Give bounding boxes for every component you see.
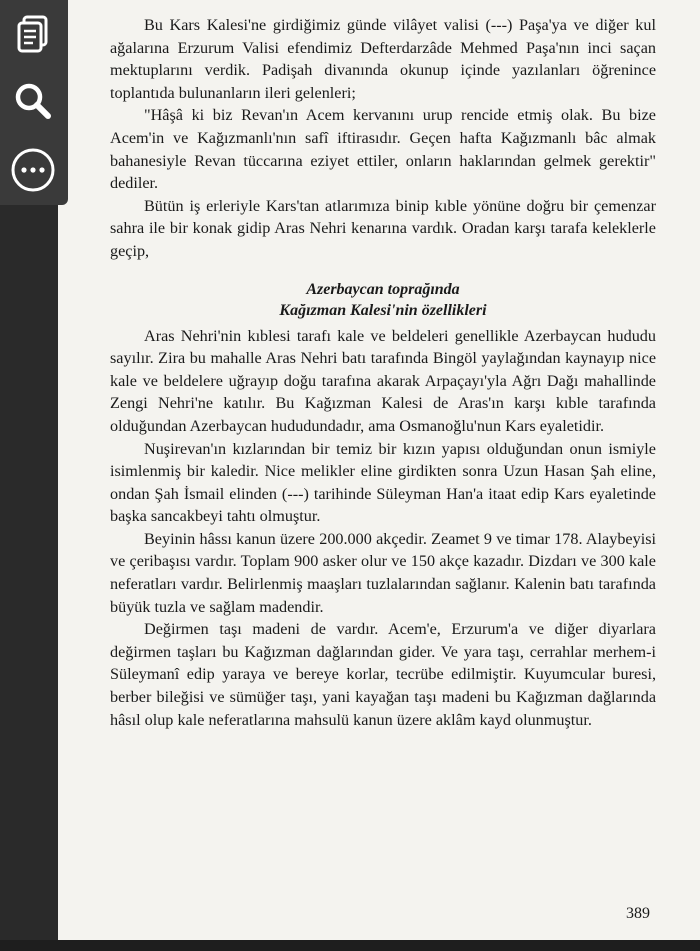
heading-line-2: Kağızman Kalesi'nin özellikleri	[279, 301, 487, 319]
section-heading	[110, 279, 656, 321]
search-icon[interactable]	[8, 76, 58, 126]
book-page	[58, 0, 700, 940]
bottom-bar	[0, 940, 700, 951]
paragraph-5: Nuşirevan'ın kızlarından bir temiz bir kızın yapısı olduğundan onun ismiyle isimlenmiş bir kaledir. Nice melikler eline girdikten sonra Uzun Hasan Şah eline, ondan Şah İsmail elinden (---) tarihinde Süleyman Han'a itaat edip Kars eyaletinde başka sancakbeyi tahtı olmuştur.	[110, 439, 656, 526]
more-icon[interactable]	[8, 145, 58, 195]
paragraph-1: Bu Kars Kalesi'ne girdiğimiz günde vilâyet valisi (---) Paşa'ya ve diğer kul ağalarına Erzurum Valisi efendimiz Defterdarzâde Mehmed Paşa'nın inci saçan mektuplarını verdik. Padişah divanında okunup içinde yazılanları öğrenince toplantıda bulunanların ileri gelenleri;	[110, 16, 656, 102]
paragraph-3: Bütün iş erleriyle Kars'tan atlarımıza binip kıble yönüne doğru bir çemenzar sahra ile bir konak gidip Aras Nehri kenarına vardık. Oradan karşı tarafa keleklerle geçip,	[110, 196, 656, 260]
page-text	[110, 14, 656, 731]
paragraph-4: Aras Nehri'nin kıblesi tarafı kale ve beldeleri genellikle Azerbaycan hududu sayılır. Zira bu mahalle Aras Nehri batı tarafında Bingöl yaylağından kaynayıp nice kale ve beldelere uğrayıp doğu tarafına akarak Arpaçayı'yla Ağrı Dağı mahallinde Zengi Nehri'ne katılır. Bu Kağızman Kalesi de Aras'ın karşı kıble tarafında olduğundan Azerbaycan hududundadır, ama Osmanoğlu'nun Kars eyaletidir.	[110, 326, 656, 435]
page-number: 389	[626, 905, 650, 922]
paragraph-2: "Hâşâ ki biz Revan'ın Acem kervanını urup rencide etmiş olak. Bu bize Acem'in ve Kağızmanlı'nın safî iftirasıdır. Geçen hafta Kağızmanlı bâc almak bahanesiyle Revan tüccarına eziyet ettiler, onların haklarından gelmek gerektir" dediler.	[110, 106, 656, 193]
paragraph-7: Değirmen taşı madeni de vardır. Acem'e, Erzurum'a ve diğer diyarlara değirmen taşları bu Kağızman dağlarından gider. Ve yara taşı, cerrahlar merhem-i Süleymanî edip yaraya ve bereye korlar, tecrübe edilmiştir. Kuyumcular buresi, berber bileğisi ve sümüğer taşı, yani kayağan taşı madeni bu Kağızman dağlarında hâsıl olup kale neferatlarına mahsulü kanun üzere aklâm kayd olunmuştur.	[110, 620, 656, 729]
heading-line-1: Azerbaycan toprağında	[306, 280, 460, 298]
reader-toolbar	[0, 0, 68, 205]
pages-icon[interactable]	[8, 10, 58, 60]
paragraph-6: Beyinin hâssı kanun üzere 200.000 akçedir. Zeamet 9 ve timar 178. Alaybeyisi ve çeribaşısı vardır. Toplam 900 asker olur ve 150 akçe kazadır. Dizdarı ve 300 kale neferatları vardır. Belirlenmiş maaşları tuzlalarından sağlanır. Kalenin batı tarafında büyük tuzla ve sağlam madendir.	[110, 529, 656, 616]
